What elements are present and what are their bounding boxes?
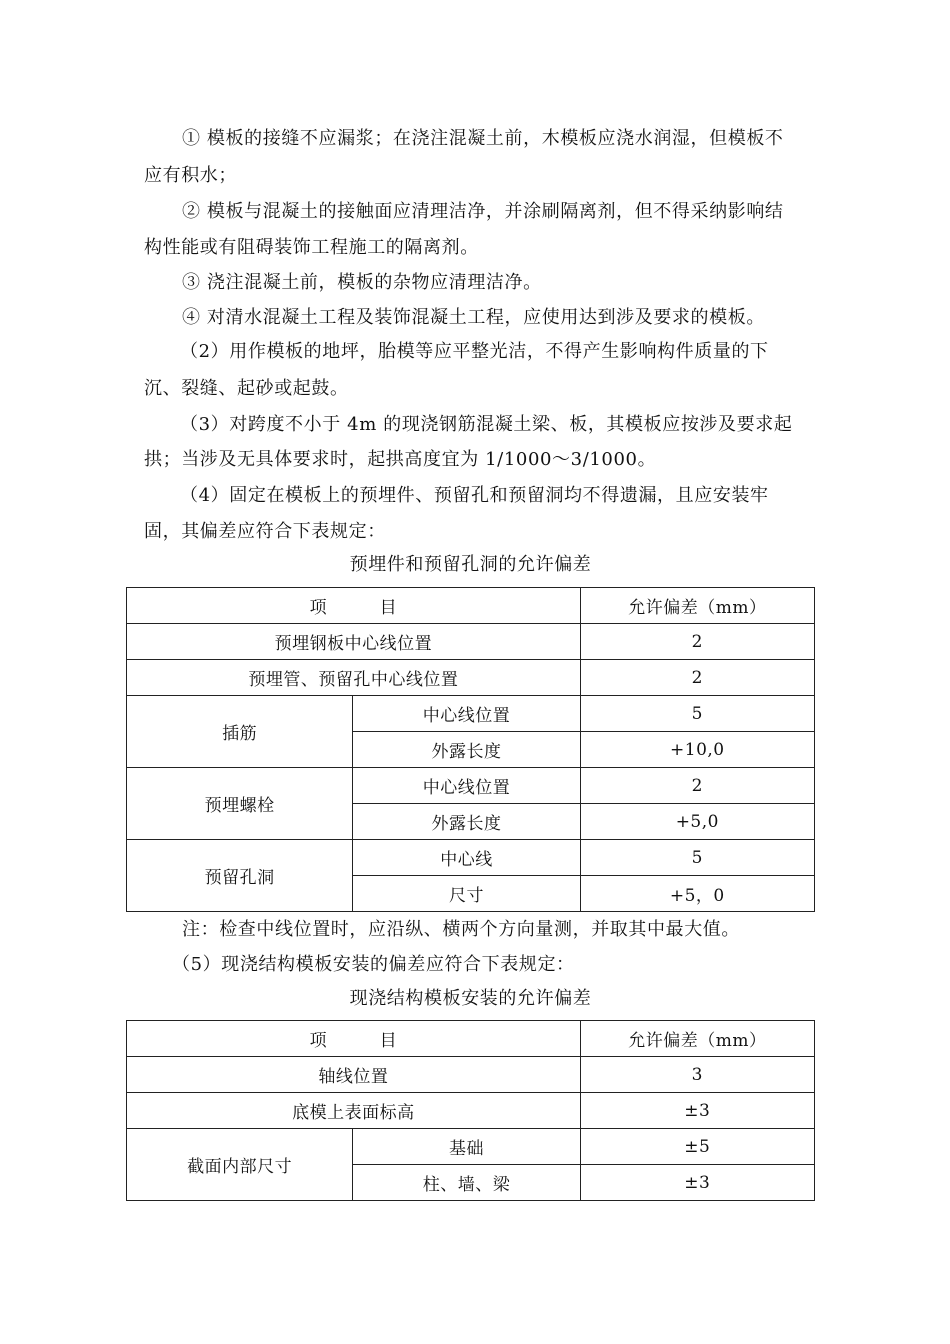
table-row	[127, 624, 815, 660]
sub-item-cell: 中心线位置	[353, 696, 580, 732]
item-cell: 预埋钢板中心线位置	[127, 624, 581, 660]
paragraph-line: 沉、裂缝、起砂或起鼓。	[144, 378, 349, 399]
value-cell: ±3	[580, 1093, 814, 1129]
sub-item-cell: 外露长度	[353, 804, 580, 840]
header-item-cell: 项 目	[127, 1021, 581, 1057]
value-cell: 5	[580, 696, 814, 732]
value-cell: ±5	[580, 1129, 814, 1165]
table-row	[127, 696, 815, 732]
sub-item-cell: 尺寸	[353, 876, 580, 912]
value-cell: +5，0	[580, 876, 814, 912]
table-row	[127, 1129, 815, 1165]
value-cell: 2	[580, 768, 814, 804]
paragraph-line: ② 模板与混凝土的接触面应清理洁净，并涂刷隔离剂，但不得采纳影响结	[182, 201, 784, 222]
sub-item-cell: 中心线位置	[353, 768, 580, 804]
paragraph-line: 拱；当涉及无具体要求时，起拱高度宜为 1/1000～3/1000。	[144, 449, 657, 470]
paragraph-line: （5）现浇结构模板安装的偏差应符合下表规定：	[172, 954, 575, 975]
item-cell: 底模上表面标高	[127, 1093, 581, 1129]
header-value-cell: 允许偏差（mm）	[580, 588, 814, 624]
paragraph-line: 构性能或有阻碍装饰工程施工的隔离剂。	[144, 237, 479, 258]
table-header-row	[127, 1021, 815, 1057]
paragraph-line: （3）对跨度不小于 4m 的现浇钢筋混凝土梁、板，其模板应按涉及要求起	[180, 414, 793, 435]
paragraph-line: 固，其偏差应符合下表规定：	[144, 521, 386, 542]
item-cell: 预埋管、预留孔中心线位置	[127, 660, 581, 696]
table-note: 注：检查中线位置时，应沿纵、横两个方向量测，并取其中最大值。	[182, 919, 740, 940]
group-label-cell: 插筋	[127, 696, 353, 768]
value-cell: +10,0	[580, 732, 814, 768]
paragraph-line: 应有积水；	[144, 165, 237, 186]
table-header-row	[127, 588, 815, 624]
sub-item-cell: 基础	[353, 1129, 580, 1165]
deviation-table-formwork	[126, 1020, 815, 1201]
group-label-cell: 预留孔洞	[127, 840, 353, 912]
table-row	[127, 840, 815, 876]
group-label-cell: 截面内部尺寸	[127, 1129, 353, 1201]
deviation-table-embedded-parts	[126, 587, 815, 912]
table-row	[127, 768, 815, 804]
sub-item-cell: 柱、墙、梁	[353, 1165, 580, 1201]
table-row	[127, 1093, 815, 1129]
header-value-cell: 允许偏差（mm）	[580, 1021, 814, 1057]
value-cell: 2	[580, 624, 814, 660]
paragraph-line: ③ 浇注混凝土前，模板的杂物应清理洁净。	[182, 272, 542, 293]
group-label-cell: 预埋螺栓	[127, 768, 353, 840]
table-caption: 预埋件和预留孔洞的允许偏差	[349, 554, 592, 575]
table-row	[127, 660, 815, 696]
value-cell: +5,0	[580, 804, 814, 840]
table-row	[127, 1057, 815, 1093]
sub-item-cell: 外露长度	[353, 732, 580, 768]
value-cell: 2	[580, 660, 814, 696]
paragraph-line: ④ 对清水混凝土工程及装饰混凝土工程，应使用达到涉及要求的模板。	[182, 307, 765, 328]
table-caption: 现浇结构模板安装的允许偏差	[349, 988, 592, 1009]
item-cell: 轴线位置	[127, 1057, 581, 1093]
paragraph-line: （2）用作模板的地坪，胎模等应平整光洁，不得产生影响构件质量的下	[180, 341, 769, 362]
value-cell: 3	[580, 1057, 814, 1093]
sub-item-cell: 中心线	[353, 840, 580, 876]
header-item-cell: 项 目	[127, 588, 581, 624]
paragraph-line: （4）固定在模板上的预埋件、预留孔和预留洞均不得遗漏，且应安装牢	[180, 485, 769, 506]
paragraph-line: ① 模板的接缝不应漏浆；在浇注混凝土前，木模板应浇水润湿，但模板不	[182, 128, 784, 149]
value-cell: ±3	[580, 1165, 814, 1201]
value-cell: 5	[580, 840, 814, 876]
